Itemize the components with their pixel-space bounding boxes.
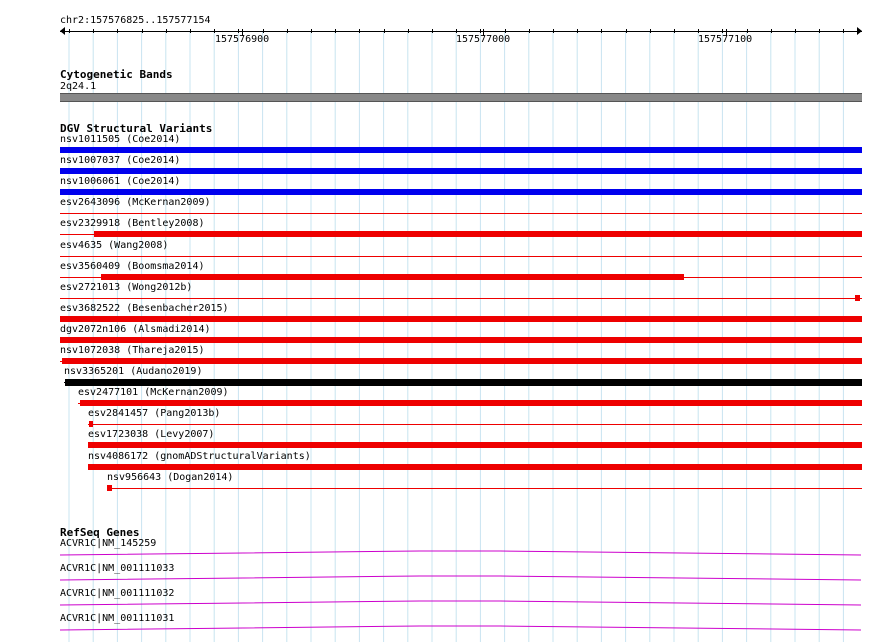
dgv-variant-bar[interactable] xyxy=(88,464,862,470)
dgv-variant-label[interactable]: esv3682522 (Besenbacher2015) xyxy=(60,303,229,314)
dgv-variant-line[interactable] xyxy=(60,213,862,214)
dgv-variant-bar[interactable] xyxy=(60,168,862,174)
dgv-variant-label[interactable]: esv3560409 (Boomsma2014) xyxy=(60,261,205,272)
refseq-gene-label[interactable]: ACVR1C|NM_145259 xyxy=(60,538,157,549)
dgv-variant-label[interactable]: esv2841457 (Pang2013b) xyxy=(88,408,221,419)
refseq-gene-label[interactable]: ACVR1C|NM_001111031 xyxy=(60,613,175,624)
dgv-variant-label[interactable]: dgv2072n106 (Alsmadi2014) xyxy=(60,324,211,335)
dgv-variant-bar[interactable] xyxy=(88,442,862,448)
dgv-variant-label[interactable]: nsv1011505 (Coe2014) xyxy=(60,134,181,145)
ruler-left-arrow xyxy=(60,27,65,35)
ruler-tick-label: 157576900 xyxy=(215,34,270,45)
dgv-variant-bar[interactable] xyxy=(107,485,112,491)
refseq-gene-intron-line[interactable] xyxy=(60,574,862,582)
cytoband-label: 2q24.1 xyxy=(60,81,97,92)
dgv-variant-bar[interactable] xyxy=(62,358,862,364)
ruler-tick-label: 157577100 xyxy=(698,34,753,45)
dgv-variant-line[interactable] xyxy=(60,298,862,299)
dgv-variant-bar[interactable] xyxy=(60,189,862,195)
dgv-variant-label[interactable]: esv2329918 (Bentley2008) xyxy=(60,218,205,229)
dgv-variant-bar[interactable] xyxy=(101,274,684,280)
refseq-gene-intron-line[interactable] xyxy=(60,624,862,632)
dgv-variant-bar[interactable] xyxy=(65,379,862,386)
cytoband-track-title[interactable]: Cytogenetic Bands xyxy=(60,68,173,81)
dgv-variant-bar[interactable] xyxy=(80,400,862,406)
ruler-tick xyxy=(456,29,457,33)
dgv-variant-bar[interactable] xyxy=(60,147,862,153)
dgv-variant-line[interactable] xyxy=(107,488,862,489)
ruler-tick xyxy=(843,29,844,33)
ruler-tick xyxy=(311,29,312,33)
ruler-tick xyxy=(505,29,506,33)
ruler-tick xyxy=(142,29,143,33)
dgv-variant-label[interactable]: esv4635 (Wang2008) xyxy=(60,240,169,251)
ruler-tick xyxy=(674,29,675,33)
dgv-variant-label[interactable]: esv2643096 (McKernan2009) xyxy=(60,197,211,208)
dgv-variant-label[interactable]: esv1723038 (Levy2007) xyxy=(88,429,215,440)
ruler-tick xyxy=(384,29,385,33)
ruler-tick xyxy=(263,29,264,33)
refseq-gene-label[interactable]: ACVR1C|NM_001111032 xyxy=(60,588,175,599)
dgv-variant-line[interactable] xyxy=(88,424,862,425)
ruler-tick xyxy=(529,29,530,33)
refseq-track-title[interactable]: RefSeq Genes xyxy=(60,526,140,539)
dgv-variant-bar[interactable] xyxy=(60,337,862,343)
ruler-tick xyxy=(480,29,481,33)
ruler-tick-label: 157577000 xyxy=(456,34,511,45)
dgv-variant-label[interactable]: esv2721013 (Wong2012b) xyxy=(60,282,193,293)
cytoband-bar[interactable] xyxy=(60,93,862,102)
ruler-tick xyxy=(214,29,215,33)
ruler-tick xyxy=(287,29,288,33)
ruler-tick xyxy=(93,29,94,33)
dgv-variant-label[interactable]: nsv3365201 (Audano2019) xyxy=(64,366,203,377)
dgv-variant-label[interactable]: nsv4086172 (gnomADStructuralVariants) xyxy=(88,451,311,462)
ruler-tick xyxy=(166,29,167,33)
ruler-tick xyxy=(819,29,820,33)
dgv-variant-bar[interactable] xyxy=(855,295,860,301)
ruler-tick xyxy=(650,29,651,33)
dgv-track-title[interactable]: DGV Structural Variants xyxy=(60,122,213,135)
ruler-tick xyxy=(747,29,748,33)
refseq-gene-label[interactable]: ACVR1C|NM_001111033 xyxy=(60,563,175,574)
ruler-tick xyxy=(335,29,336,33)
ruler-tick xyxy=(771,29,772,33)
ruler-tick xyxy=(238,29,239,33)
ruler-tick xyxy=(601,29,602,33)
dgv-variant-label[interactable]: nsv1007037 (Coe2014) xyxy=(60,155,181,166)
ruler-tick xyxy=(359,29,360,33)
ruler-tick xyxy=(117,29,118,33)
ruler-tick xyxy=(553,29,554,33)
dgv-variant-bar[interactable] xyxy=(89,421,93,427)
refseq-gene-intron-line[interactable] xyxy=(60,549,862,557)
ruler-tick xyxy=(577,29,578,33)
ruler-right-arrow xyxy=(857,27,862,35)
ruler-tick xyxy=(408,29,409,33)
dgv-variant-label[interactable]: nsv956643 (Dogan2014) xyxy=(107,472,234,483)
dgv-variant-bar[interactable] xyxy=(94,231,862,237)
dgv-variant-bar[interactable] xyxy=(60,316,862,322)
ruler-tick xyxy=(432,29,433,33)
ruler-range-label: chr2:157576825..157577154 xyxy=(60,15,211,26)
dgv-variant-label[interactable]: nsv1072038 (Thareja2015) xyxy=(60,345,205,356)
refseq-gene-intron-line[interactable] xyxy=(60,599,862,607)
dgv-variant-label[interactable]: esv2477101 (McKernan2009) xyxy=(78,387,229,398)
ruler-tick xyxy=(698,29,699,33)
ruler-tick xyxy=(69,29,70,33)
dgv-variant-label[interactable]: nsv1006061 (Coe2014) xyxy=(60,176,181,187)
ruler-tick xyxy=(190,29,191,33)
ruler-tick xyxy=(722,29,723,33)
dgv-variant-line[interactable] xyxy=(60,256,862,257)
ruler-tick xyxy=(626,29,627,33)
ruler-line xyxy=(60,31,862,32)
ruler-tick xyxy=(795,29,796,33)
